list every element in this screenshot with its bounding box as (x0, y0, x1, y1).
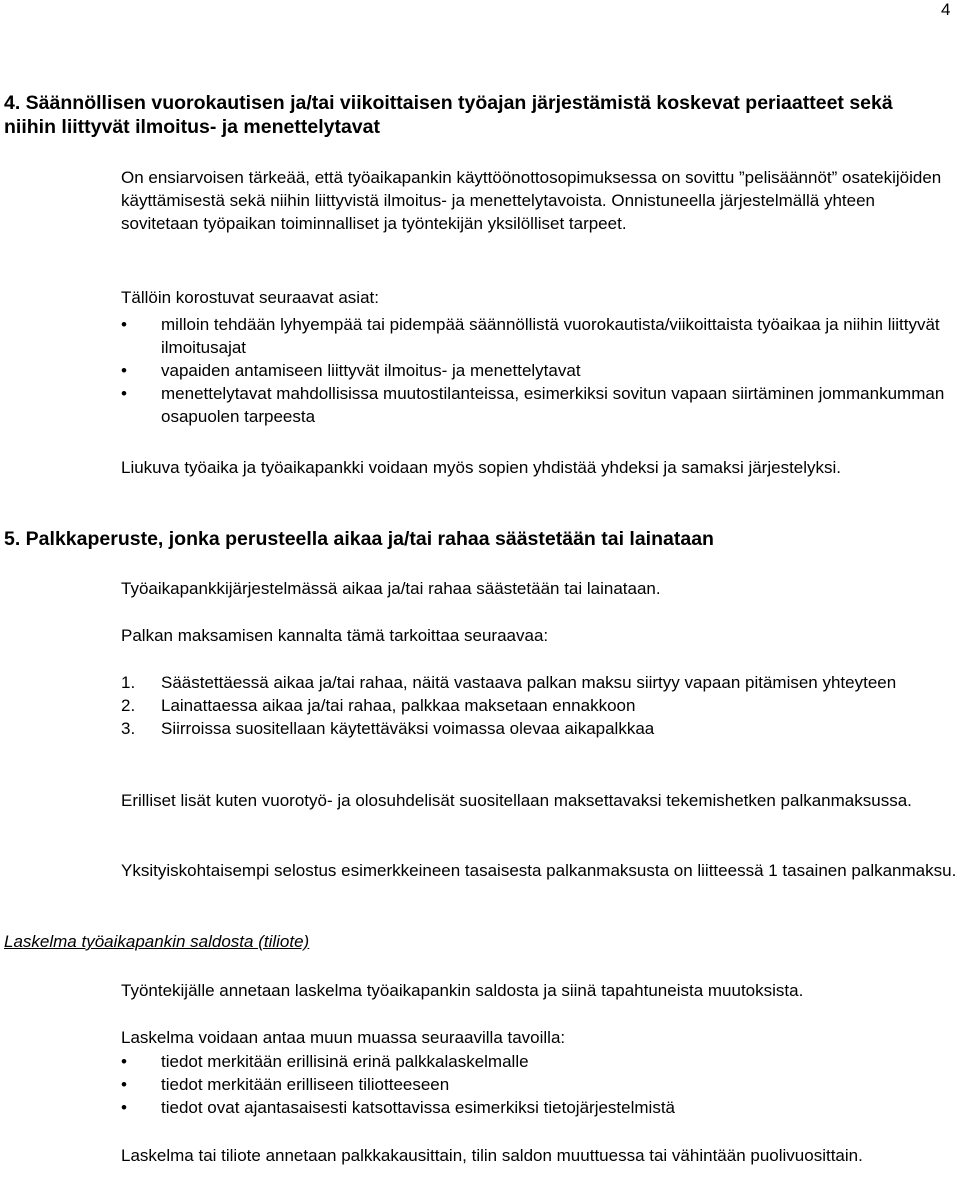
list-item: • tiedot merkitään erilliseen tiliotteeseen (121, 1075, 450, 1094)
bullet-icon: • (121, 1098, 127, 1117)
section-4-paragraph-1: On ensiarvoisen tärkeää, että työaikapankin käyttöönottosopimuksessa on sovittu ”pelisäännöt” osatekijöiden käyttämisestä sekä niihin liittyvistä ilmoitus- ja menettelytavoista. Onnistuneella järjestelmällä yhteen sovitetaan työpaikan toiminnalliset ja työntekijän yksilölliset tarpeet. (121, 168, 942, 233)
section-5-paragraph-3: Erilliset lisät kuten vuorotyö- ja olosuhdelisät suositellaan maksettavaksi tekemishetken palkanmaksussa. (121, 791, 912, 810)
section-4-intro: Tällöin korostuvat seuraavat asiat: (121, 288, 379, 307)
bullet-icon: • (121, 384, 127, 403)
section-5-paragraph-2: Palkan maksamisen kannalta tämä tarkoittaa seuraavaa: (121, 626, 549, 645)
laskelma-heading: Laskelma työaikapankin saldosta (tiliote) (4, 932, 310, 951)
bullet-icon: • (121, 315, 127, 334)
section-5-paragraph-4: Yksityiskohtaisempi selostus esimerkkeineen tasaisesta palkanmaksusta on liitteessä 1 tasainen palkanmaksu. (121, 861, 957, 880)
list-item: • vapaiden antamiseen liittyvät ilmoitus- ja menettelytavat (121, 361, 581, 380)
section-5-heading: 5. Palkkaperuste, jonka perusteella aikaa ja/tai rahaa säästetään tai lainataan (4, 528, 714, 550)
list-item: • tiedot ovat ajantasaisesti katsottavissa esimerkiksi tietojärjestelmistä (121, 1098, 675, 1117)
section-4-bullet-list (121, 313, 957, 428)
laskelma-intro: Laskelma voidaan antaa muun muassa seuraavilla tavoilla: (121, 1028, 566, 1047)
list-item: 1. Säästettäessä aikaa ja/tai rahaa, näitä vastaava palkan maksu siirtyy vapaan pitämisen yhteyteen (121, 673, 897, 692)
section-4-paragraph-2: Liukuva työaika ja työaikapankki voidaan myös sopien yhdistää yhdeksi ja samaksi järjestelyksi. (121, 458, 842, 477)
section-5-numbered-list (121, 671, 957, 740)
list-item: • tiedot merkitään erillisinä erinä palkkalaskelmalle (121, 1052, 529, 1071)
list-item: 3. Siirroissa suositellaan käytettäväksi voimassa olevaa aikapalkkaa (121, 719, 655, 738)
laskelma-paragraph-1: Työntekijälle annetaan laskelma työaikapankin saldosta ja siinä tapahtuneista muutoksista. (121, 981, 804, 1000)
page-number: 4 (941, 0, 951, 19)
bullet-icon: • (121, 1052, 127, 1071)
section-5-paragraph-1: Työaikapankkijärjestelmässä aikaa ja/tai rahaa säästetään tai lainataan. (121, 579, 661, 598)
laskelma-paragraph-2: Laskelma tai tiliote annetaan palkkakausittain, tilin saldon muuttuessa tai vähintään puolivuosittain. (121, 1146, 863, 1165)
section-4-heading: 4. Säännöllisen vuorokautisen ja/tai viikoittaisen työajan järjestämistä koskevat periaatteet sekä niihin liittyvät ilmoitus- ja menettelytavat (4, 92, 893, 138)
list-item: • menettelytavat mahdollisissa muutostilanteissa, esimerkiksi sovitun vapaan siirtäminen jommankumman osapuolen tarpeesta (121, 384, 945, 426)
list-item: • milloin tehdään lyhyempää tai pidempää säännöllistä vuorokautista/viikoittaista työaikaa ja niihin liittyvät ilmoitusajat (121, 315, 940, 357)
laskelma-bullet-list (121, 1050, 957, 1119)
bullet-icon: • (121, 1075, 127, 1094)
bullet-icon: • (121, 361, 127, 380)
list-item: 2. Lainattaessa aikaa ja/tai rahaa, palkkaa maksetaan ennakkoon (121, 696, 636, 715)
